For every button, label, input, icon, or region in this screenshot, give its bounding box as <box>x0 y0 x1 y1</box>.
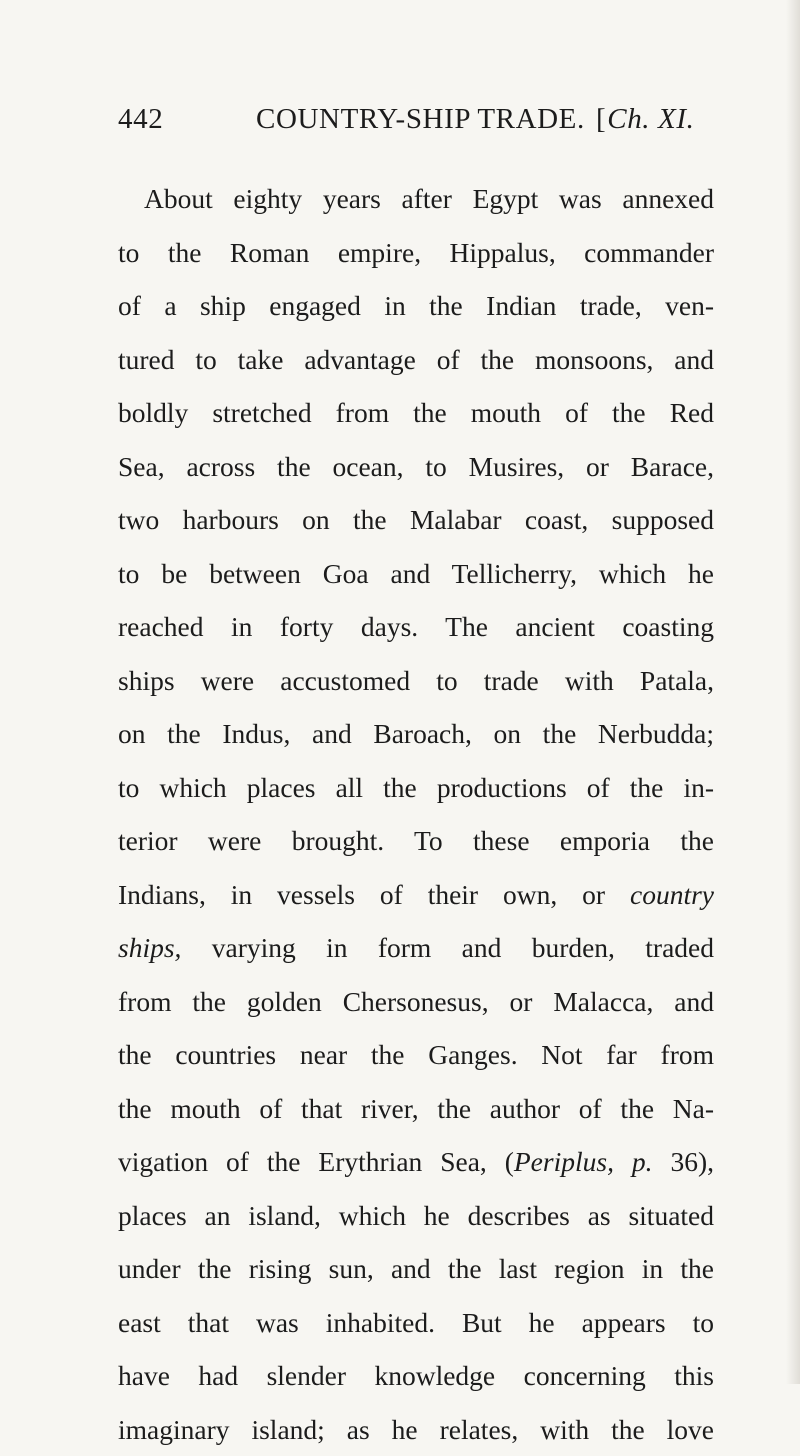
running-header <box>118 103 708 143</box>
text-segment: varying in form and burden, traded <box>212 932 714 963</box>
page-edge-shadow <box>786 0 800 1384</box>
text-line <box>118 921 714 975</box>
text-line: boldly stretched from the mouth of the Red <box>118 386 714 440</box>
text-segment: vigation of the Erythrian Sea, ( <box>118 1146 514 1177</box>
running-title: COUNTRY-SHIP TRADE. <box>256 103 585 136</box>
text-line: tured to take advantage of the monsoons, and <box>118 333 714 387</box>
text-segment: 36), <box>670 1146 714 1177</box>
chapter-bracket: [ <box>596 103 606 135</box>
body-paragraph <box>118 172 714 1456</box>
chapter-label: Ch. XI. <box>607 103 694 135</box>
italic-citation: Periplus, p. <box>514 1146 653 1177</box>
text-line: Sea, across the ocean, to Musires, or Barace, <box>118 440 714 494</box>
text-line: under the rising sun, and the last region in the <box>118 1242 714 1296</box>
text-line: to be between Goa and Tellicherry, which he <box>118 547 714 601</box>
text-segment: Indians, in vessels of their own, or <box>118 879 605 910</box>
text-line: to which places all the productions of the in- <box>118 761 714 815</box>
text-line <box>118 1135 714 1189</box>
text-line: east that was inhabited. But he appears to <box>118 1296 714 1350</box>
italic-term: ships, <box>118 932 181 963</box>
page-number: 442 <box>118 103 163 136</box>
text-line: from the golden Chersonesus, or Malacca, and <box>118 975 714 1029</box>
italic-term: country <box>630 879 714 910</box>
text-line: imaginary island; as he relates, with the love <box>118 1403 714 1456</box>
text-line: to the Roman empire, Hippalus, commander <box>118 226 714 280</box>
text-line: have had slender knowledge concerning this <box>118 1349 714 1403</box>
text-line: on the Indus, and Baroach, on the Nerbudda; <box>118 707 714 761</box>
chapter-reference <box>596 103 694 136</box>
text-line: of a ship engaged in the Indian trade, ven- <box>118 279 714 333</box>
text-line <box>118 868 714 922</box>
text-line: ships were accustomed to trade with Patala, <box>118 654 714 708</box>
text-line: two harbours on the Malabar coast, supposed <box>118 493 714 547</box>
text-line: terior were brought. To these emporia the <box>118 814 714 868</box>
text-line: the countries near the Ganges. Not far from <box>118 1028 714 1082</box>
text-line: reached in forty days. The ancient coasting <box>118 600 714 654</box>
text-line: places an island, which he describes as situated <box>118 1189 714 1243</box>
text-line: the mouth of that river, the author of the Na- <box>118 1082 714 1136</box>
text-line: About eighty years after Egypt was annexed <box>118 172 714 226</box>
